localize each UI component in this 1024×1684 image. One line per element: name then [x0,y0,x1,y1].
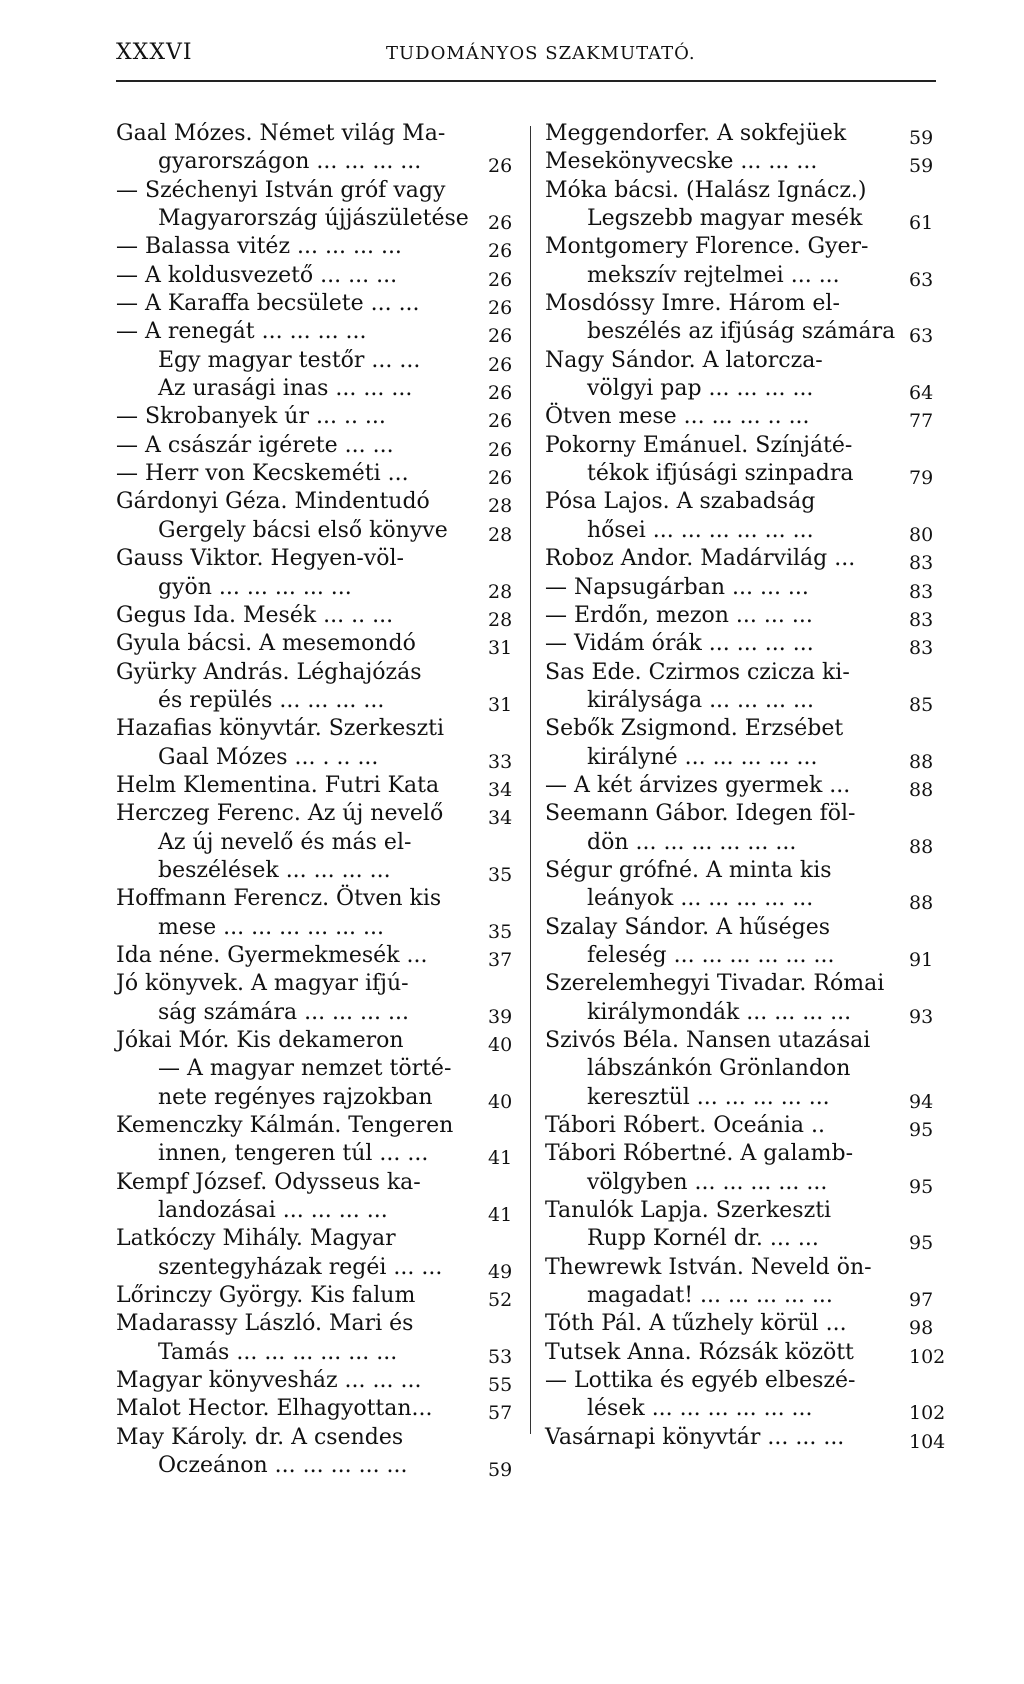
entry-page-number: 40 [488,1034,513,1056]
entry-text: Hoffmann Ferencz. Ötven kis [116,886,442,912]
index-entry [545,1367,945,1395]
entry-page-number: 26 [488,353,513,376]
index-entry [116,148,516,176]
index-entry [545,290,945,318]
entry-text: Szerelemhegyi Tivadar. Római [545,971,885,997]
index-entry [116,1339,516,1367]
entry-text: gyarországon ... ... ... ... [158,149,422,175]
index-entry [116,630,516,658]
index-entry [545,659,945,687]
entry-page-number: 35 [488,863,513,886]
entry-text: keresztül ... ... ... ... ... [587,1084,830,1110]
entry-text: Herczeg Ferenc. Az új nevelő [116,801,444,827]
entry-page-number: 97 [909,1289,934,1312]
index-entry [116,432,516,460]
index-entry [545,914,945,942]
entry-page-number: 55 [488,1374,513,1397]
entry-page-number: 59 [909,155,934,178]
entry-page-number: 41 [488,1147,513,1170]
entry-text: magadat! ... ... ... ... ... [587,1283,833,1309]
index-entry [545,857,945,885]
index-entry [116,517,516,545]
entry-page-number: 26 [488,155,513,178]
entry-text: Gauss Viktor. Hegyen-völ- [116,546,404,572]
entry-text: Magyarország újjászületése [158,206,469,232]
entry-text: — A koldusvezető ... ... ... [116,262,398,288]
index-entry [545,1197,945,1225]
index-entry [545,148,945,176]
entry-page-number: 35 [488,920,513,943]
index-entry [116,120,516,148]
entry-text: Jókai Mór. Kis dekameron [116,1028,404,1053]
entry-text: Pósa Lajos. A szabadság [545,489,816,515]
index-entry [116,177,516,205]
index-entry [116,1169,516,1197]
entry-text: Szivós Béla. Nansen utazásai [545,1028,871,1053]
index-entry [545,545,945,573]
entry-page-number: 102 [909,1345,946,1368]
index-entry [116,1282,516,1310]
index-entry [545,1424,945,1452]
entry-text: Gyürky András. Léghajózás [116,659,422,685]
entry-text: Gaal Mózes ... . .. ... [158,744,379,770]
index-entry [116,1310,516,1338]
entry-text: leányok ... ... ... ... ... [587,886,814,912]
index-entry [116,687,516,715]
index-entry [545,1055,945,1083]
index-entry [545,205,945,233]
index-entry [116,914,516,942]
entry-text: innen, tengeren túl ... ... [158,1141,429,1167]
entry-page-number: 26 [488,467,513,490]
entry-page-number: 88 [909,750,934,773]
entry-text: Gergely bácsi első könyve [158,517,448,543]
entry-text: nete regényes rajzokban [158,1084,433,1110]
entry-text: Roboz Andor. Madárvilág ... [545,546,856,572]
index-entry [116,488,516,516]
entry-text: — A császár igérete ... ... [116,432,394,458]
entry-page-number: 95 [909,1232,934,1255]
index-entry [545,744,945,772]
entry-page-number: 59 [488,1459,513,1482]
index-entry [545,885,945,913]
entry-text: — Széchenyi István gróf vagy [116,177,446,203]
index-entry [116,1197,516,1225]
index-entry [545,1112,945,1140]
entry-text: Mesekönyvecske ... ... ... [545,149,818,175]
index-entry [545,177,945,205]
entry-page-number: 26 [488,240,513,263]
entry-text: — Skrobanyek úr ... .. ... [116,404,386,430]
running-title: TUDOMÁNYOS SZAKMUTATÓ. [386,43,696,64]
entry-text: — Lottika és egyéb elbeszé- [545,1368,856,1394]
entry-page-number: 88 [909,778,934,801]
index-entry [116,970,516,998]
index-entry [116,262,516,290]
entry-text: ság számára ... ... ... ... [158,999,409,1025]
entry-text: lábszánkón Grönlandon [587,1056,851,1082]
entry-text: mese ... ... ... ... ... ... [158,914,385,940]
index-entry [116,460,516,488]
index-entry [116,233,516,261]
entry-text: — A renegát ... ... ... ... [116,319,367,345]
entry-page-number: 31 [488,693,513,716]
index-entry [116,1367,516,1395]
entry-text: királymondák ... ... ... ... [587,999,852,1025]
index-entry [116,857,516,885]
entry-page-number: 94 [909,1090,934,1113]
entry-text: — Vidám órák ... ... ... ... [545,631,814,657]
index-entry [545,375,945,403]
index-entry [545,460,945,488]
header-rule [116,80,936,82]
entry-text: landozásai ... ... ... ... [158,1198,388,1224]
entry-text: Ötven mese ... ... ... .. ... [545,404,810,430]
index-entry [116,1084,516,1112]
entry-page-number: 102 [909,1402,946,1425]
index-entry [116,574,516,602]
entry-text: Az új nevelő és más el- [158,829,412,855]
entry-text: szentegyházak regéi ... ... [158,1254,443,1280]
index-entry [116,205,516,233]
entry-text: Sebők Zsigmond. Erzsébet [545,716,844,742]
index-entry [116,375,516,403]
entry-text: Tutsek Anna. Rózsák között [545,1339,854,1365]
entry-text: Vasárnapi könyvtár ... ... ... [545,1424,845,1450]
index-entry [116,602,516,630]
entry-text: Az urasági inas ... ... ... [158,376,413,402]
entry-page-number: 28 [488,523,513,546]
entry-text: Tanulók Lapja. Szerkeszti [545,1198,832,1224]
entry-text: Seemann Gábor. Idegen föl- [545,801,856,827]
index-entry [545,517,945,545]
index-entry [545,687,945,715]
entry-page-number: 26 [488,410,513,433]
index-entry [116,1225,516,1253]
index-entry [116,715,516,743]
entry-text: — A magyar nemzet törté- [158,1056,452,1082]
entry-text: mekszív rejtelmei ... ... [587,262,840,288]
index-entry [116,772,516,800]
entry-page-number: 28 [488,608,513,631]
index-entry [116,800,516,828]
index-entry [116,403,516,431]
entry-text: Móka bácsi. (Halász Ignácz.) [545,177,867,203]
entry-page-number: 26 [488,438,513,461]
index-entry [545,829,945,857]
index-entry [545,262,945,290]
index-entry [116,1140,516,1168]
entry-page-number: 34 [488,778,513,801]
entry-text: Legszebb magyar mesék [587,206,863,232]
index-entry [116,1112,516,1140]
index-entry [545,1254,945,1282]
entry-page-number: 63 [909,325,934,348]
index-entry [116,1452,516,1480]
entry-page-number: 93 [909,1005,934,1028]
entry-page-number: 52 [488,1289,513,1312]
index-entry [545,403,945,431]
entry-text: Magyar könyvesház ... ... ... [116,1368,422,1394]
index-entry [116,1395,516,1423]
index-entry [545,1169,945,1197]
index-entry [116,1254,516,1282]
index-entry [545,432,945,460]
entry-page-number: 28 [488,580,513,603]
entry-text: Tábori Róbert. Oceánia .. [545,1113,826,1139]
entry-page-number: 79 [909,467,934,490]
index-entry [545,1084,945,1112]
entry-text: Rupp Kornél dr. ... ... [587,1226,819,1252]
entry-text: feleség ... ... ... ... ... ... [587,942,835,968]
entry-page-number: 26 [488,268,513,291]
entry-page-number: 85 [909,693,934,716]
index-entry [545,1027,945,1055]
entry-text: Tamás ... ... ... ... ... ... [158,1339,398,1365]
entry-text: Jó könyvek. A magyar ifjú- [116,971,409,997]
entry-page-number: 26 [488,325,513,348]
index-entry [545,800,945,828]
entry-text: Helm Klementina. Futri Kata [116,772,440,798]
entry-text: — A Karaffa becsülete ... ... [116,291,420,317]
index-entry [116,999,516,1027]
entry-text: Egy magyar testőr ... ... [158,347,421,373]
entry-text: Gegus Ida. Mesék ... .. ... [116,602,394,628]
index-entry [116,545,516,573]
entry-page-number: 83 [909,580,934,603]
index-entry [116,1424,516,1452]
index-entry [116,885,516,913]
entry-page-number: 33 [488,750,513,773]
entry-page-number: 26 [488,297,513,320]
index-entry [545,233,945,261]
entry-page-number: 83 [909,552,934,575]
entry-page-number: 104 [909,1430,946,1453]
index-entry [545,630,945,658]
entry-text: — Herr von Kecskeméti ... [116,461,409,487]
entry-text: Malot Hector. Elhagyottan... [116,1396,433,1422]
entry-page-number: 40 [488,1090,513,1113]
index-entry [116,318,516,346]
entry-text: lések ... ... ... ... ... ... [587,1396,813,1422]
entry-page-number: 26 [488,212,513,235]
column-divider [530,126,531,1434]
index-column-left [116,120,516,1481]
entry-text: Ségur grófné. A minta kis [545,857,832,883]
index-entry [116,347,516,375]
entry-text: Pokorny Emánuel. Színjáté- [545,432,853,458]
entry-page-number: 39 [488,1005,513,1028]
index-entry [545,715,945,743]
entry-page-number: 57 [488,1402,513,1425]
index-entry [545,999,945,1027]
entry-text: May Károly. dr. A csendes [116,1424,404,1450]
entry-text: Kempf József. Odysseus ka- [116,1169,421,1195]
entry-text: hősei ... ... ... ... ... ... [587,517,814,543]
entry-text: Madarassy László. Mari és [116,1311,414,1337]
entry-page-number: 63 [909,268,934,291]
entry-text: beszélések ... ... ... ... [158,857,391,883]
running-header [116,40,938,76]
index-entry [116,1027,516,1055]
entry-text: Ida néne. Gyermekmesék ... [116,942,428,968]
index-column-right [545,120,945,1452]
index-entry [116,659,516,687]
index-entry [545,120,945,148]
index-entry [116,744,516,772]
entry-page-number: 88 [909,835,934,858]
entry-text: Kemenczky Kálmán. Tengeren [116,1113,454,1139]
entry-text: királysága ... ... ... ... [587,687,814,713]
entry-page-number: 53 [488,1345,513,1368]
entry-text: Thewrewk István. Neveld ön- [545,1254,872,1280]
index-entry [116,829,516,857]
entry-text: Hazafias könyvtár. Szerkeszti [116,716,445,742]
entry-text: Oczeánon ... ... ... ... ... [158,1453,408,1479]
entry-page-number: 41 [488,1204,513,1227]
entry-text: királyné ... ... ... ... ... [587,744,818,770]
index-entry [545,1310,945,1338]
index-entry [545,1339,945,1367]
index-entry [116,290,516,318]
entry-text: dön ... ... ... ... ... ... [587,829,797,855]
entry-text: Szalay Sándor. A hűséges [545,914,831,940]
index-entry [545,488,945,516]
entry-text: Sas Ede. Czirmos czicza ki- [545,659,850,685]
page-number: XXXVI [116,40,193,65]
entry-page-number: 77 [909,410,934,433]
entry-text: Gyula bácsi. A mesemondó [116,631,416,657]
index-entry [545,970,945,998]
index-entry [116,942,516,970]
index-entry [545,347,945,375]
entry-page-number: 98 [909,1317,934,1340]
entry-page-number: 88 [909,892,934,915]
index-entry [545,1225,945,1253]
entry-text: Gárdonyi Géza. Mindentudó [116,489,430,515]
entry-text: — Erdőn, mezon ... ... ... [545,602,813,628]
index-entry [545,1140,945,1168]
entry-text: völgyben ... ... ... ... ... [587,1169,828,1195]
entry-page-number: 83 [909,637,934,660]
entry-page-number: 61 [909,212,934,235]
entry-page-number: 59 [909,127,934,149]
entry-text: Gaal Mózes. Német világ Ma- [116,121,446,146]
entry-text: völgyi pap ... ... ... ... [587,376,814,402]
entry-text: gyön ... ... ... ... ... [158,574,352,600]
entry-page-number: 49 [488,1260,513,1283]
index-entry [545,1282,945,1310]
entry-text: — A két árvizes gyermek ... [545,772,851,798]
index-entry [116,1055,516,1083]
entry-text: Montgomery Florence. Gyer- [545,234,869,260]
index-entry [545,1395,945,1423]
entry-page-number: 83 [909,608,934,631]
entry-page-number: 64 [909,382,934,405]
index-entry [545,942,945,970]
entry-text: Mosdóssy Imre. Három el- [545,291,840,317]
entry-text: Meggendorfer. A sokfejüek [545,121,847,146]
entry-text: Tábori Róbertné. A galamb- [545,1141,854,1167]
entry-page-number: 31 [488,637,513,660]
entry-page-number: 95 [909,1175,934,1198]
entry-text: és repülés ... ... ... ... [158,687,385,713]
entry-page-number: 95 [909,1119,934,1142]
entry-text: Lőrinczy György. Kis falum [116,1283,416,1309]
entry-text: — Napsugárban ... ... ... [545,574,809,600]
entry-text: tékok ifjúsági szinpadra [587,461,854,487]
entry-page-number: 80 [909,523,934,546]
entry-page-number: 28 [488,495,513,518]
index-entry [545,602,945,630]
entry-text: Nagy Sándor. A latorcza- [545,347,823,373]
entry-text: — Balassa vitéz ... ... ... ... [116,234,402,260]
entry-page-number: 91 [909,948,934,971]
entry-text: Tóth Pál. A tűzhely körül ... [545,1311,847,1337]
index-entry [545,772,945,800]
entry-page-number: 37 [488,948,513,971]
entry-page-number: 26 [488,382,513,405]
entry-page-number: 34 [488,807,513,830]
entry-text: beszélés az ifjúság számára [587,319,896,345]
entry-text: Latkóczy Mihály. Magyar [116,1226,396,1252]
index-entry [545,574,945,602]
index-entry [545,318,945,346]
